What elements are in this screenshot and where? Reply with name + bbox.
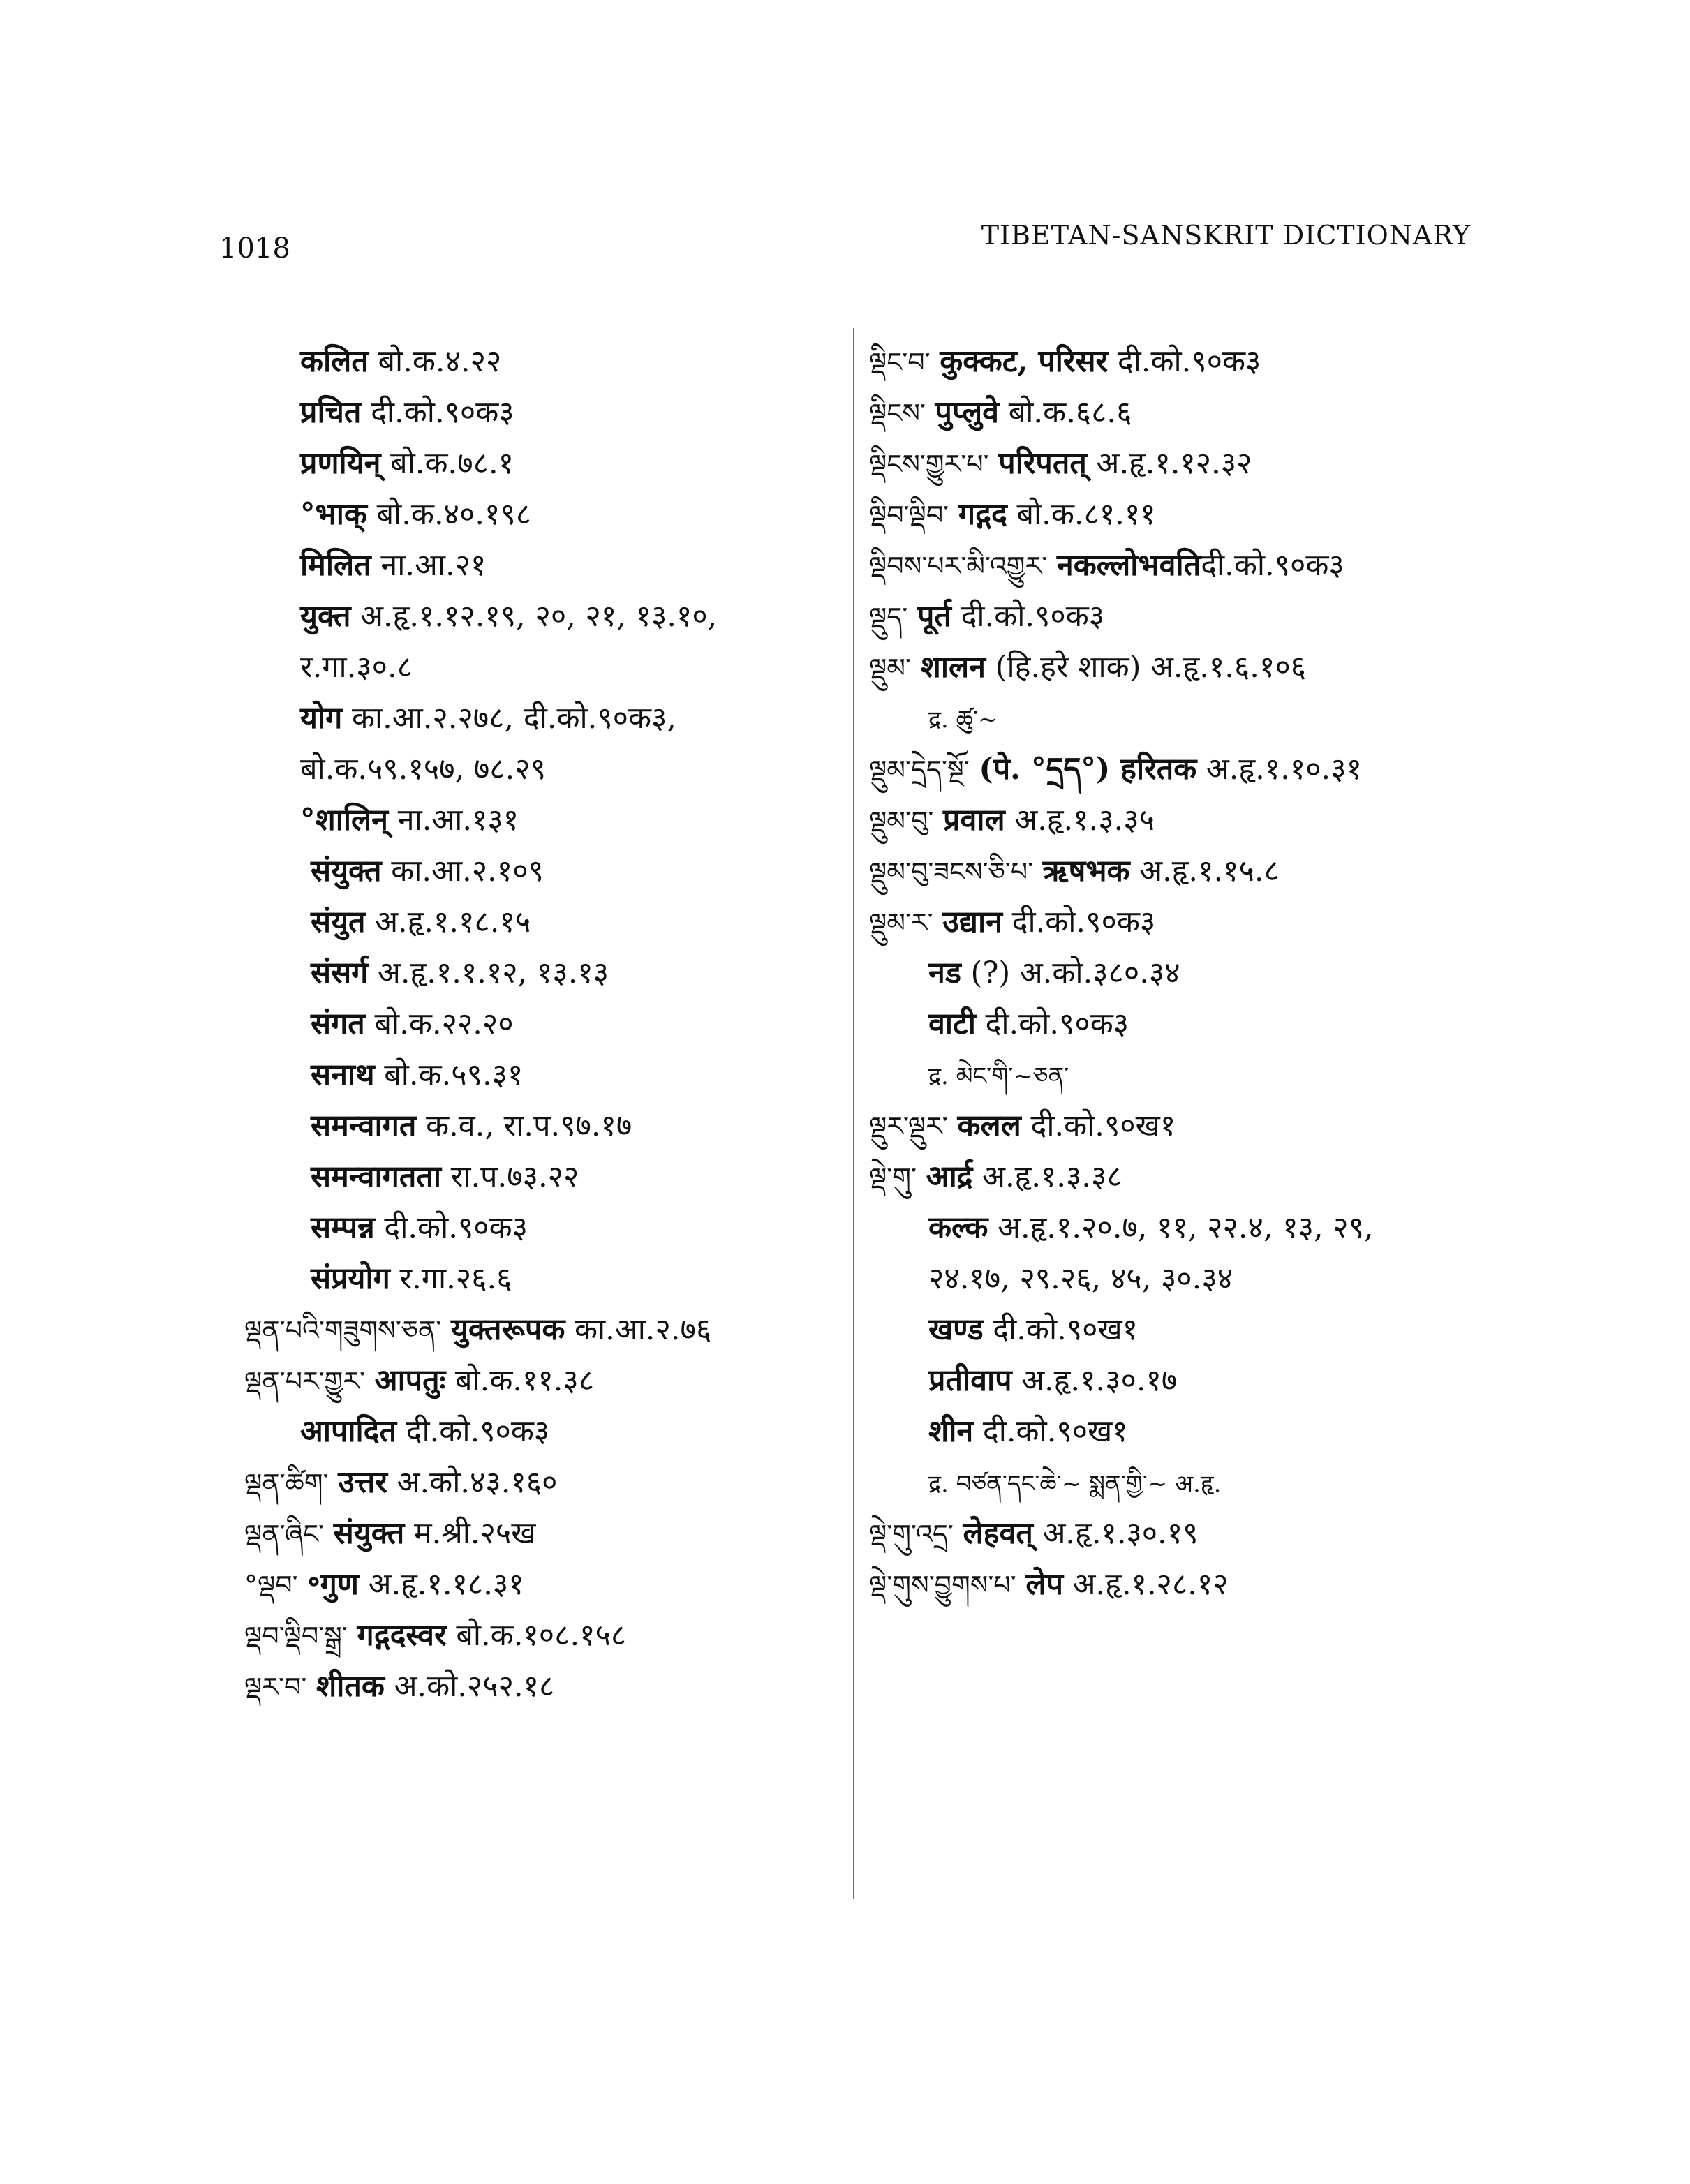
dictionary-entry <box>869 540 1483 591</box>
tibetan-headword: ལྡན་ཚིག་ <box>244 1468 329 1499</box>
tibetan-headword: ལྡེ་གུ་འདྲ་ <box>869 1519 954 1550</box>
sanskrit-equivalent: °भाक् <box>300 497 367 532</box>
dictionary-entry <box>244 1457 845 1508</box>
sanskrit-equivalent: (पे. °དྲད°) हरितक <box>979 752 1197 787</box>
source-reference: २४.१७, २९.२६, ४५, ३०.३४ <box>928 1261 1233 1296</box>
sanskrit-equivalent: खण्ड <box>928 1312 984 1347</box>
column-divider <box>853 328 854 1899</box>
sanskrit-equivalent: लेहवत् <box>963 1516 1033 1551</box>
source-reference: का.आ.२.२७८, दी.को.९०क३, <box>351 701 677 736</box>
source-reference: अ.हृ.१.१५.८ <box>1139 854 1280 889</box>
tibetan-headword: ལྡུར་ལྡུར་ <box>869 1111 948 1142</box>
dictionary-line <box>244 438 845 489</box>
dictionary-line <box>869 1355 1483 1406</box>
source-reference: का.आ.२.१०९ <box>391 854 544 889</box>
dictionary-entry <box>869 1152 1483 1203</box>
source-reference: दी.को.९०क३ <box>1201 548 1344 583</box>
dictionary-entry <box>869 897 1483 948</box>
sanskrit-equivalent: युक्तरूपक <box>450 1312 565 1347</box>
sanskrit-equivalent: आपतुः <box>374 1363 446 1398</box>
source-reference: अ.हृ.१.३०.१९ <box>1042 1516 1199 1551</box>
sanskrit-equivalent: शीन <box>928 1414 974 1449</box>
dictionary-line <box>244 744 845 795</box>
source-reference: दी.को.९०ख१ <box>1030 1108 1176 1143</box>
sanskrit-equivalent: शालन <box>920 650 986 685</box>
dictionary-entry <box>869 387 1483 438</box>
source-reference: का.आ.२.७६ <box>575 1312 712 1347</box>
sanskrit-equivalent: परिपतत् <box>998 446 1087 481</box>
left-column <box>244 336 845 1712</box>
source-reference: दी.को.९०क३ <box>1117 344 1261 379</box>
sanskrit-equivalent: संयुक्त <box>311 854 382 889</box>
source-reference: दी.को.९०क३ <box>1011 905 1156 939</box>
dictionary-line <box>244 948 845 999</box>
tibetan-headword: ལྡུམ་བུ་ཟངས་ཅི་པ་ <box>869 856 1034 887</box>
dictionary-line <box>869 948 1483 999</box>
source-reference: (हि.हरे शाक) अ.हृ.१.६.१०६ <box>995 650 1307 685</box>
sanskrit-equivalent: सम्पन्न <box>311 1210 375 1245</box>
sanskrit-equivalent: कलित <box>300 344 369 379</box>
dictionary-entry <box>869 1101 1483 1152</box>
source-reference: बो.क.११.३८ <box>454 1363 595 1398</box>
dictionary-entry <box>244 1305 845 1355</box>
source-reference: दी.को.९०क३ <box>371 395 514 430</box>
sanskrit-equivalent: मिलित <box>300 548 371 583</box>
tibetan-headword: ལྡིངས་ <box>869 398 926 429</box>
source-reference: दी.को.९०क३ <box>985 1006 1129 1041</box>
sanskrit-equivalent: प्रवाल <box>942 803 1005 838</box>
dictionary-line <box>244 795 845 846</box>
dictionary-line <box>244 693 845 744</box>
dictionary-line <box>244 591 845 642</box>
source-reference: बो.क.६८.६ <box>1008 395 1132 430</box>
dictionary-line <box>244 1152 845 1203</box>
running-head: TIBETAN-SANSKRIT DICTIONARY <box>981 220 1471 251</box>
sanskrit-equivalent: संयुक्त <box>333 1516 405 1551</box>
tibetan-headword: ལྡིངས་གྱུར་པ་ <box>869 449 989 480</box>
source-reference: द्र. བཙན་དང་ཆེ་~ སྨན་གྱི་~ अ.हृ. <box>928 1470 1222 1498</box>
tibetan-headword: ལྡུམ་བུ་ <box>869 805 934 836</box>
source-reference: दी.को.९०ख१ <box>993 1312 1139 1347</box>
sanskrit-equivalent: कुक्कट, परिसर <box>940 344 1109 379</box>
source-reference: रा.प.७३.२२ <box>450 1159 579 1194</box>
source-reference: अ.को.२५२.१८ <box>394 1669 555 1704</box>
sanskrit-equivalent: आर्द्र <box>926 1159 973 1194</box>
sanskrit-equivalent: प्रचित <box>300 395 362 430</box>
source-reference: द्र. མེང་གི་~ཅན་ <box>928 1062 1069 1090</box>
source-reference: अ.हृ.१.१२.१९, २०, २१, १३.१०, <box>360 599 718 634</box>
dictionary-entry <box>869 1559 1483 1610</box>
sanskrit-equivalent: आपादित <box>300 1414 396 1449</box>
tibetan-headword: ལྡིབ་ལྡིབ་ <box>869 500 949 530</box>
dictionary-line <box>244 489 845 540</box>
sanskrit-equivalent: सनाथ <box>311 1057 375 1092</box>
source-reference: अ.हृ.१.१८.३१ <box>368 1567 524 1602</box>
source-reference: दी.को.९०क३ <box>961 599 1105 634</box>
dictionary-line <box>869 999 1483 1050</box>
cross-reference-line <box>869 1050 1483 1101</box>
sanskrit-equivalent: संयुत <box>311 905 366 939</box>
sanskrit-equivalent: योग <box>300 701 343 736</box>
source-reference: क.व., रा.प.९७.१७ <box>426 1108 632 1143</box>
sanskrit-equivalent: ऋषभक <box>1042 854 1130 889</box>
dictionary-line <box>244 1101 845 1152</box>
source-reference: ना.आ.२१ <box>380 548 487 583</box>
tibetan-headword: ལྡུམ་ <box>869 653 911 683</box>
dictionary-entry <box>869 438 1483 489</box>
dictionary-entry <box>869 642 1483 693</box>
dictionary-line <box>869 1254 1483 1305</box>
tibetan-headword: ལྡན་པའི་གཟུགས་ཅན་ <box>244 1315 442 1346</box>
source-reference: म.श्री.२५ख <box>413 1516 536 1551</box>
source-reference: दी.को.९०क३ <box>384 1210 528 1245</box>
source-reference: दी.को.९०ख१ <box>982 1414 1128 1449</box>
sanskrit-equivalent: लेप <box>1025 1567 1063 1602</box>
dictionary-line <box>244 1203 845 1254</box>
dictionary-entry <box>244 1508 845 1559</box>
source-reference: दी.को.९०क३ <box>406 1414 550 1449</box>
sanskrit-equivalent: उद्यान <box>942 905 1002 939</box>
tibetan-headword: ལྡན་ཞིང་ <box>244 1519 325 1550</box>
tibetan-headword: ལྡུམ་དྲེད་སྔོ་ <box>869 755 970 785</box>
tibetan-headword: ལྡུམ་ར་ <box>869 907 933 938</box>
dictionary-line <box>869 1203 1483 1254</box>
source-reference: ना.आ.१३१ <box>397 803 519 838</box>
dictionary-entry <box>869 336 1483 387</box>
tibetan-headword: ལྡར་བ་ <box>244 1672 307 1702</box>
source-reference: द्र. ཚུ་~ <box>928 706 998 734</box>
dictionary-entry <box>869 744 1483 795</box>
source-reference: अ.हृ.१.३०.१७ <box>1021 1363 1178 1398</box>
dictionary-line <box>244 999 845 1050</box>
sanskrit-equivalent: पूर्त <box>917 599 951 634</box>
sanskrit-equivalent: वाटी <box>928 1006 976 1041</box>
dictionary-line <box>869 1305 1483 1355</box>
dictionary-entry <box>869 1508 1483 1559</box>
sanskrit-equivalent: गद्गदस्वर <box>357 1618 447 1653</box>
source-reference: अ.हृ.१.२८.१२ <box>1072 1567 1229 1602</box>
tibetan-headword: ལྡེ་གུས་བྱུགས་པ་ <box>869 1570 1016 1600</box>
dictionary-line <box>244 1406 845 1457</box>
source-reference: बो.क.७८.१ <box>390 446 514 481</box>
source-reference: अ.हृ.१.१.१२, १३.१३ <box>378 956 609 990</box>
sanskrit-equivalent: पुप्लुवे <box>935 395 1000 430</box>
source-reference: अ.हृ.१.३.३८ <box>982 1159 1122 1194</box>
sanskrit-equivalent: ॰गुण <box>307 1567 359 1602</box>
sanskrit-equivalent: शीतक <box>316 1669 385 1704</box>
sanskrit-equivalent: समन्वागत <box>311 1108 417 1143</box>
dictionary-line <box>244 336 845 387</box>
source-reference: बो.क.४.२२ <box>378 344 502 379</box>
source-reference: बो.क.४०.१९८ <box>376 497 532 532</box>
dictionary-line <box>244 1254 845 1305</box>
dictionary-line <box>244 540 845 591</box>
sanskrit-equivalent: संप्रयोग <box>311 1261 390 1296</box>
sanskrit-equivalent: कलल <box>957 1108 1021 1143</box>
sanskrit-equivalent: संगत <box>311 1006 365 1041</box>
source-reference: (?) अ.को.३८०.३४ <box>970 956 1180 990</box>
dictionary-line <box>869 1406 1483 1457</box>
tibetan-headword: ལྡབ་ལྡིབ་སྒྲ་ <box>244 1621 348 1651</box>
tibetan-headword: ལྡུད་ <box>869 602 908 632</box>
source-reference: अ.हृ.१.३.३५ <box>1014 803 1155 838</box>
source-reference: अ.हृ.१.१८.१५ <box>375 905 531 939</box>
dictionary-line <box>244 1050 845 1101</box>
source-reference: बो.क.२२.२० <box>374 1006 514 1041</box>
tibetan-headword: ལྡན་པར་གྱུར་ <box>244 1366 366 1397</box>
dictionary-entry <box>869 795 1483 846</box>
sanskrit-equivalent: उत्तर <box>338 1465 387 1500</box>
sanskrit-equivalent: संसर्ग <box>311 956 369 990</box>
dictionary-line <box>244 387 845 438</box>
source-reference: अ.को.४३.१६० <box>396 1465 558 1500</box>
sanskrit-equivalent: युक्त <box>300 599 351 634</box>
tibetan-headword: ལྡེ་གུ་ <box>869 1162 917 1193</box>
sanskrit-equivalent: नड <box>928 956 961 990</box>
source-reference: अ.हृ.१.२०.७, ११, २२.४, १३, २९, <box>998 1210 1374 1245</box>
dictionary-entry <box>869 846 1483 897</box>
dictionary-entry <box>244 1610 845 1661</box>
sanskrit-equivalent: °शालिन् <box>300 803 389 838</box>
sanskrit-equivalent: गद्गद <box>958 497 1007 532</box>
dictionary-entry <box>244 1355 845 1406</box>
dictionary-line <box>244 897 845 948</box>
sanskrit-equivalent: प्रणयिन् <box>300 446 381 481</box>
dictionary-line <box>244 846 845 897</box>
sanskrit-equivalent: नकल्लोभवति <box>1056 548 1201 583</box>
source-reference: बो.क.५९.३१ <box>384 1057 524 1092</box>
sanskrit-equivalent: कल्क <box>928 1210 988 1245</box>
source-reference: अ.हृ.१.१२.३२ <box>1096 446 1252 481</box>
tibetan-headword: ལྡིང་བ་ <box>869 347 931 378</box>
source-reference: र.गा.३०.८ <box>300 650 413 685</box>
source-reference: बो.क.१०८.१५८ <box>456 1618 627 1653</box>
right-column <box>869 336 1483 1610</box>
page-number: 1018 <box>219 232 290 265</box>
dictionary-entry <box>869 591 1483 642</box>
dictionary-entry <box>869 489 1483 540</box>
cross-reference-line <box>869 693 1483 744</box>
dictionary-entry <box>244 1661 845 1712</box>
cross-reference-line <box>869 1457 1483 1508</box>
source-reference: बो.क.५९.१५७, ७८.२९ <box>300 752 546 787</box>
dictionary-line <box>244 642 845 693</box>
source-reference: बो.क.८१.११ <box>1016 497 1156 532</box>
sanskrit-equivalent: समन्वागतता <box>311 1159 442 1194</box>
tibetan-headword: ལྡིབས་པར་མི་འགྱུར་ <box>869 551 1048 581</box>
source-reference: र.गा.२६.६ <box>399 1261 512 1296</box>
dictionary-entry <box>244 1559 845 1610</box>
sanskrit-equivalent: प्रतीवाप <box>928 1363 1012 1398</box>
tibetan-headword: °ལྡབ་ <box>244 1570 298 1600</box>
source-reference: अ.हृ.१.१०.३१ <box>1206 752 1362 787</box>
